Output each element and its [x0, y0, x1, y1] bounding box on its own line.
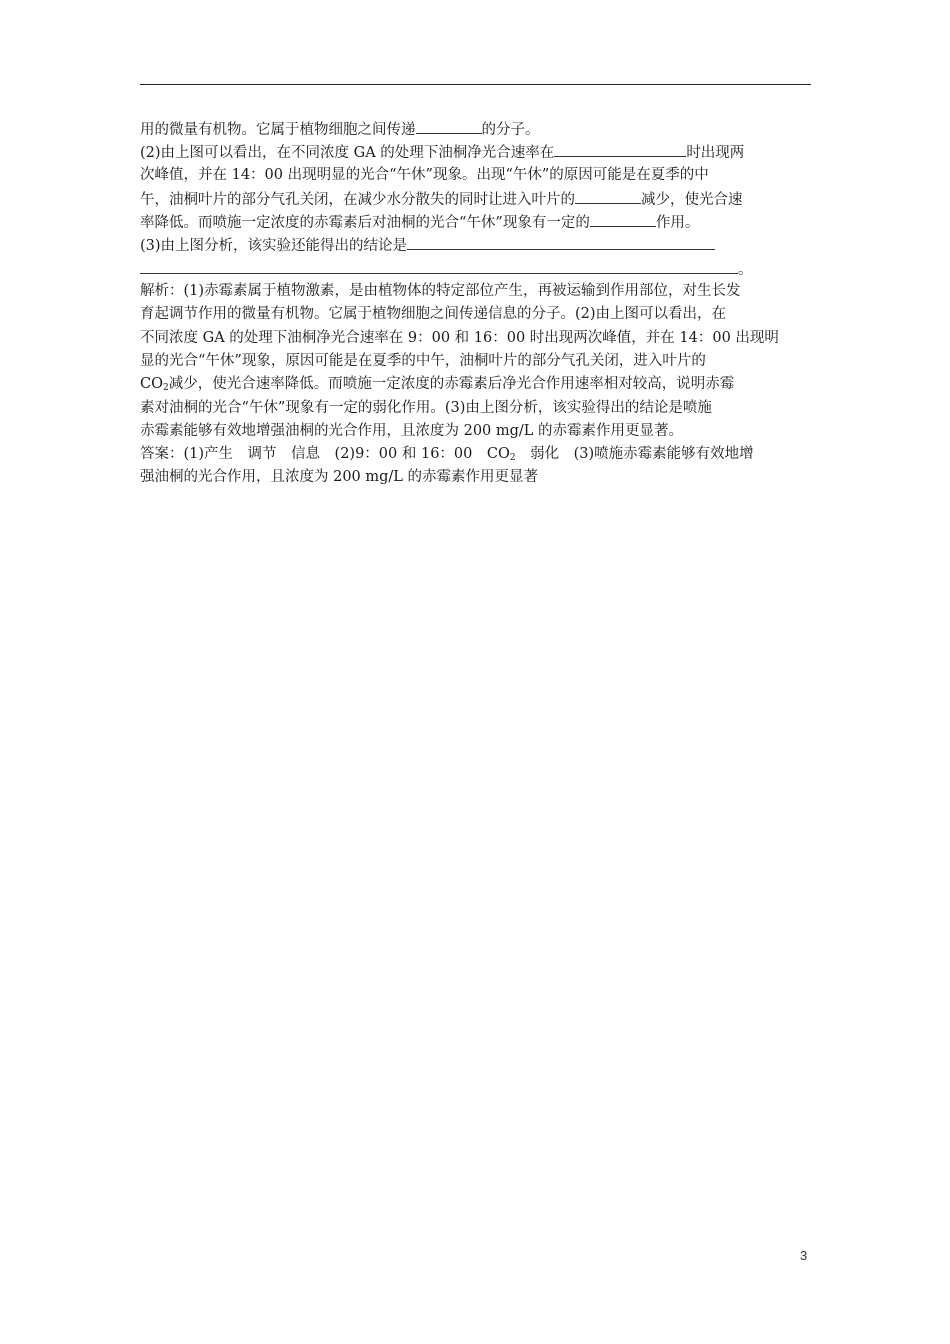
- question-2-line-2: 次峰值，并在 14：00 出现明显的光合“午休”现象。出现“午休”的原因可能是在夏季的中: [140, 166, 709, 183]
- q3-line1-before: (3)由上图分析，该实验还能得出的结论是: [140, 238, 408, 255]
- q2-line4-before: 率降低。而喷施一定浓度的赤霉素后对油桐的光合“午休”现象有一定的: [140, 215, 590, 232]
- analysis-line-4: 显的光合“午休”现象，原因可能是在夏季的中午，油桐叶片的部分气孔关闭，进入叶片的: [140, 352, 706, 369]
- q3-line2-after: 。: [738, 261, 753, 278]
- analysis-line-5: [140, 373, 811, 396]
- answer-blank-1: [416, 117, 482, 134]
- analysis-line-3: 不同浓度 GA 的处理下油桐净光合速率在 9：00 和 16：00 时出现两次峰值，并在 14：00 出现明: [140, 329, 779, 346]
- header-rule: [140, 84, 811, 85]
- co2-subscript: 2: [162, 383, 169, 394]
- q2-line4-after: 作用。: [655, 215, 700, 232]
- q2-line3-before: 午，油桐叶片的部分气孔关闭，在减少水分散失的同时让进入叶片的: [140, 191, 575, 208]
- q2-line1-after: 时出现两: [686, 145, 745, 162]
- q2-line1-before: (2)由上图可以看出，在不同浓度 GA 的处理下油桐净光合速率在: [140, 145, 555, 162]
- answer-blank-5a: [407, 233, 715, 250]
- question-2-line-3: [140, 187, 811, 210]
- analysis-line-1: 解析：(1)赤霉素属于植物激素，是由植物体的特定部位产生，再被运输到作用部位，对生长发: [140, 283, 741, 300]
- answer-line1-after: 弱化 (3)喷施赤霉素能够有效地增: [515, 446, 754, 463]
- question-2-line-1: [140, 140, 811, 163]
- page-content: [140, 117, 811, 490]
- page-number: 3: [800, 1248, 808, 1263]
- question-1-tail: [140, 117, 811, 140]
- co2-text: CO: [140, 376, 163, 393]
- analysis-line-2: 育起调节作用的微量有机物。它属于植物细胞之间传递信息的分子。(2)由上图可以看出，在: [140, 306, 727, 323]
- q1-text-before: 用的微量有机物。它属于植物细胞之间传递: [140, 122, 416, 138]
- answer-blank-5b: [140, 257, 738, 274]
- answer-co2-subscript: 2: [509, 453, 516, 464]
- analysis-line-6: 素对油桐的光合“午休”现象有一定的弱化作用。(3)由上图分析，该实验得出的结论是喷施: [140, 399, 712, 416]
- answer-line1-before: 答案：(1)产生 调节 信息 (2)9：00 和 16：00 CO: [140, 446, 510, 463]
- question-3-line-2: [140, 257, 811, 280]
- answer-blank-3: [575, 187, 641, 204]
- answer-blank-4: [590, 210, 656, 227]
- question-2-line-4: [140, 210, 811, 233]
- q2-line3-after: 减少，使光合速: [641, 191, 743, 208]
- answer-blank-2: [554, 140, 686, 157]
- analysis-line-7: 赤霉素能够有效地增强油桐的光合作用，且浓度为 200 mg/L 的赤霉素作用更显著。: [140, 422, 684, 439]
- question-3-line-1: [140, 233, 811, 256]
- answer-line-2: 强油桐的光合作用，且浓度为 200 mg/L 的赤霉素作用更显著: [140, 469, 539, 486]
- q1-text-after: 的分子。: [481, 122, 540, 138]
- answer-line-1: [140, 443, 811, 466]
- analysis-line5-rest: 减少，使光合速率降低。而喷施一定浓度的赤霉素后净光合作用速率相对较高，说明赤霉: [168, 376, 735, 393]
